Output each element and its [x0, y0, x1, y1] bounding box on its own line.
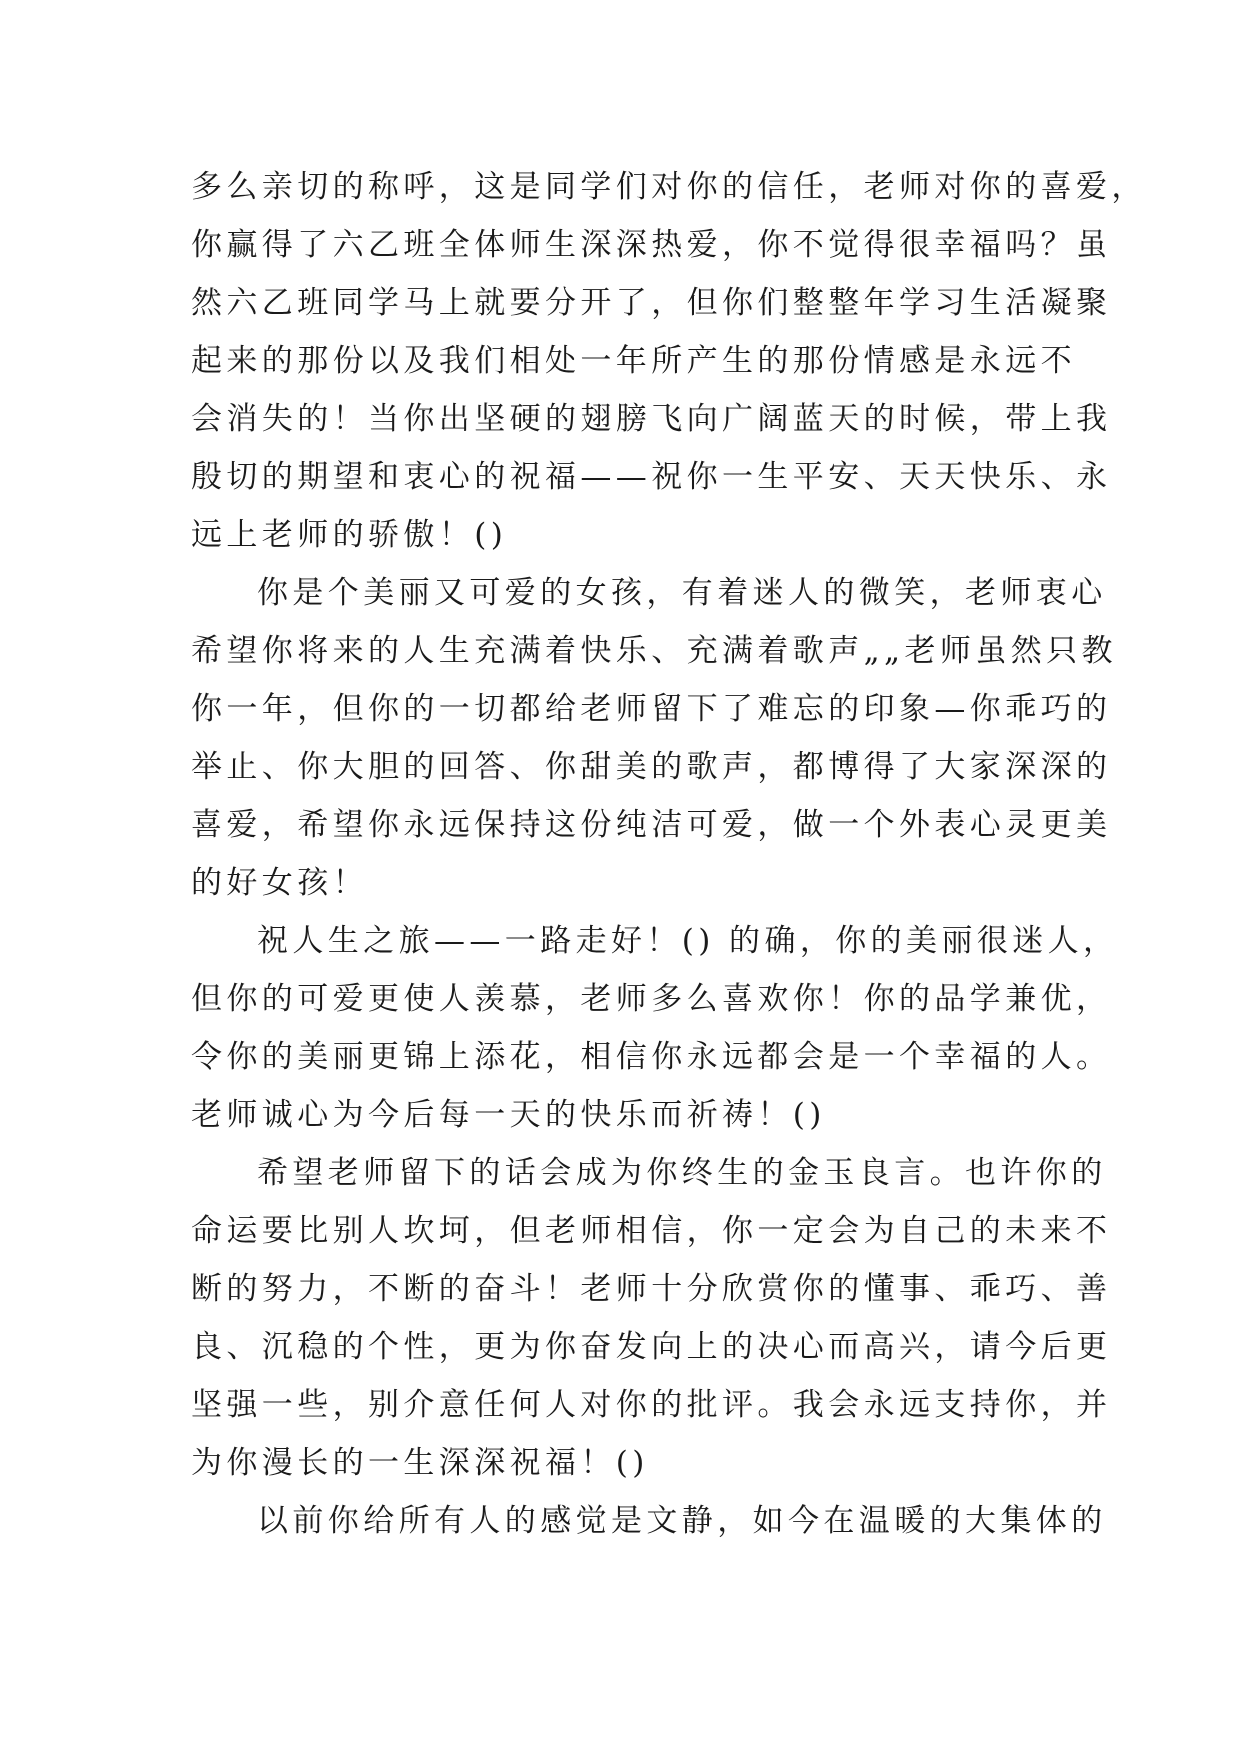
text-line: 然六乙班同学马上就要分开了，但你们整整年学习生活凝聚: [191, 285, 1112, 321]
text-line: 你一年，但你的一切都给老师留下了难忘的印象—你乖巧的: [191, 691, 1112, 727]
text-line: 举止、你大胆的回答、你甜美的歌声，都博得了大家深深的: [191, 749, 1112, 785]
paragraph-first-line: 以前你给所有人的感觉是文静，如今在温暖的大集体的: [257, 1503, 1107, 1539]
body-text: [191, 158, 1147, 1550]
text-line: 会消失的！当你出坚硬的翅膀飞向广阔蓝天的时候，带上我: [191, 401, 1112, 437]
text-line: 但你的可爱更使人羡慕，老师多么喜欢你！你的品学兼优，: [191, 981, 1112, 1017]
text-line: 远上老师的骄傲！(): [191, 517, 508, 553]
text-line: 命运要比别人坎坷，但老师相信，你一定会为自己的未来不: [191, 1213, 1112, 1249]
text-line: 为你漫长的一生深深祝福！(): [191, 1445, 649, 1481]
paragraph-first-line: 你是个美丽又可爱的女孩，有着迷人的微笑，老师衷心: [257, 575, 1107, 611]
text-line: 起来的那份以及我们相处一年所产生的那份情感是永远不: [191, 343, 1076, 379]
text-line: 殷切的期望和衷心的祝福——祝你一生平安、天天快乐、永: [191, 459, 1112, 495]
paragraph-first-line: 希望老师留下的话会成为你终生的金玉良言。也许你的: [257, 1155, 1107, 1191]
paragraph-first-line: 祝人生之旅——一路走好！() 的确，你的美丽很迷人，: [257, 923, 1119, 959]
text-line: 你赢得了六乙班全体师生深深热爱，你不觉得很幸福吗？虽: [191, 227, 1112, 263]
text-line: 多么亲切的称呼，这是同学们对你的信任，老师对你的喜爱，: [191, 169, 1147, 205]
text-line: 断的努力，不断的奋斗！老师十分欣赏你的懂事、乖巧、善: [191, 1271, 1112, 1307]
text-line: 喜爱，希望你永远保持这份纯洁可爱，做一个外表心灵更美: [191, 807, 1112, 843]
text-line: 老师诚心为今后每一天的快乐而祈祷！(): [191, 1097, 826, 1133]
text-line: 希望你将来的人生充满着快乐、充满着歌声„„老师虽然只教: [191, 633, 1117, 669]
text-line: 坚强一些，别介意任何人对你的批评。我会永远支持你，并: [191, 1387, 1112, 1423]
text-line: 令你的美丽更锦上添花，相信你永远都会是一个幸福的人。: [191, 1039, 1112, 1075]
text-line: 良、沉稳的个性，更为你奋发向上的决心而高兴，请今后更: [191, 1329, 1112, 1365]
text-line: 的好女孩！: [191, 865, 368, 901]
